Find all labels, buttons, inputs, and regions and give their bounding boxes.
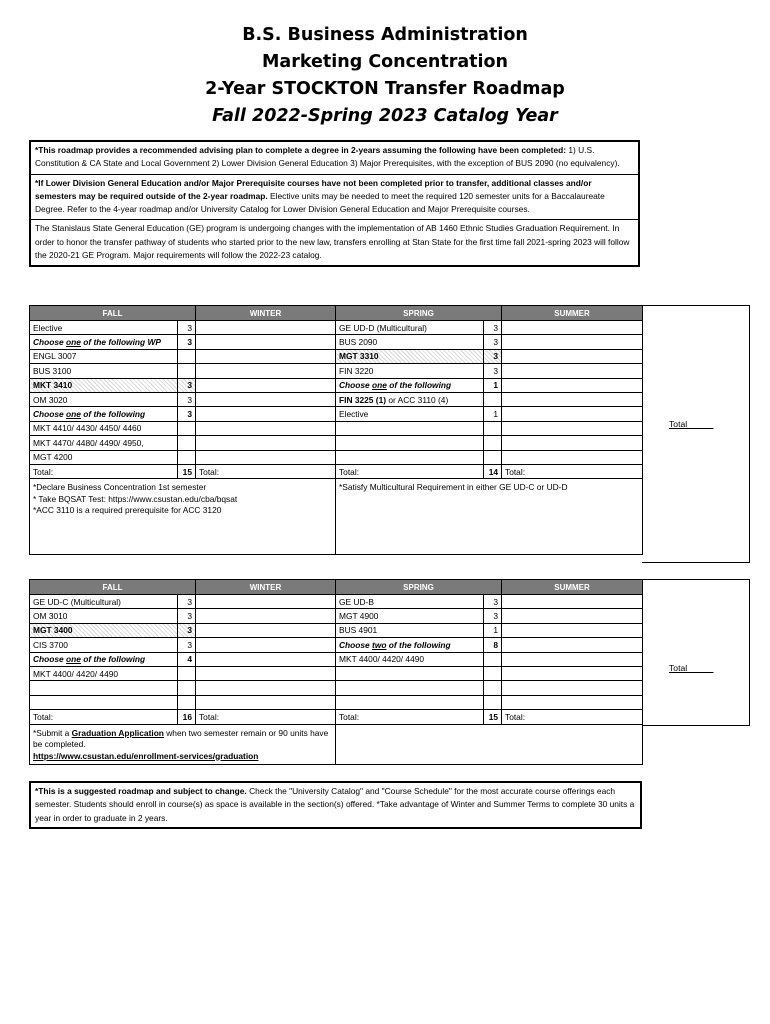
course-row [30, 392, 643, 406]
spring-units: 3 [484, 335, 502, 349]
fall-course: CIS 3700 [30, 638, 178, 652]
fall-course: MKT 3410 [30, 378, 178, 392]
fall-course: ENGL 3007 [30, 349, 178, 363]
fall-units: 4 [178, 652, 196, 666]
winter-total-label: Total: [196, 464, 336, 478]
winter-course [196, 421, 336, 435]
fall-units [178, 436, 196, 450]
intro-notes [29, 140, 640, 267]
winter-course [196, 666, 336, 680]
summer-course [502, 407, 643, 421]
fall-units [178, 681, 196, 695]
winter-course [196, 595, 336, 609]
spring-units: 1 [484, 378, 502, 392]
fall-units [178, 695, 196, 709]
note-prereqs-bold: *This roadmap provides a recommended advising plan to complete a degree in 2-years assuming the following have been completed: [35, 145, 567, 155]
winter-course [196, 623, 336, 637]
course-row [30, 321, 643, 335]
note-lower-division [31, 175, 638, 221]
spring-course: FIN 3225 (1) or ACC 3110 (4) [336, 392, 484, 406]
year1-notes-row [30, 479, 643, 555]
spring-total-label: Total: [336, 464, 484, 478]
spring-course [336, 666, 484, 680]
disclaimer-bold: *This is a suggested roadmap and subject to change. [35, 786, 247, 796]
graduation-application-link[interactable]: Graduation Application [71, 727, 164, 738]
year2-summer-box [642, 579, 750, 726]
summer-total-label: Total: [502, 710, 643, 724]
fall-units: 3 [178, 378, 196, 392]
year1-spring-note: *Satisfy Multicultural Requirement in either GE UD-C or UD-D [336, 479, 643, 555]
spring-course: MKT 4400/ 4420/ 4490 [336, 652, 484, 666]
year2-header-row [30, 580, 643, 595]
spring-course: GE UD-D (Multicultural) [336, 321, 484, 335]
summer-course [502, 652, 643, 666]
fall-units: 3 [178, 595, 196, 609]
winter-course [196, 407, 336, 421]
winter-header: WINTER [196, 580, 336, 595]
year2-summer-total: Total _____ [669, 663, 714, 673]
year2-table [29, 579, 643, 765]
fall-course: Choose one of the following [30, 407, 178, 421]
fall-units [178, 450, 196, 464]
spring-units: 8 [484, 638, 502, 652]
spring-units [484, 666, 502, 680]
spring-units: 3 [484, 609, 502, 623]
bottom-disclaimer [29, 781, 642, 829]
summer-course [502, 623, 643, 637]
roadmap-title: 2-Year STOCKTON Transfer Roadmap [205, 79, 565, 99]
fall-course: OM 3020 [30, 392, 178, 406]
course-row [30, 595, 643, 609]
winter-course [196, 392, 336, 406]
fall-units: 3 [178, 321, 196, 335]
spring-course: MGT 4900 [336, 609, 484, 623]
winter-header: WINTER [196, 306, 336, 321]
course-row [30, 335, 643, 349]
fall-course: MGT 3400 [30, 623, 178, 637]
spring-course [336, 695, 484, 709]
fall-units: 3 [178, 623, 196, 637]
course-row [30, 695, 643, 709]
summer-course [502, 681, 643, 695]
course-row [30, 436, 643, 450]
winter-course [196, 436, 336, 450]
year1-summer-total: Total _____ [669, 419, 714, 429]
fall-units [178, 666, 196, 680]
title-block [0, 22, 770, 130]
spring-header: SPRING [336, 306, 502, 321]
spring-course [336, 421, 484, 435]
fall-course: OM 3010 [30, 609, 178, 623]
fall-units: 3 [178, 638, 196, 652]
summer-course [502, 595, 643, 609]
spring-units [484, 392, 502, 406]
course-row [30, 666, 643, 680]
winter-course [196, 450, 336, 464]
course-row [30, 623, 643, 637]
summer-course [502, 638, 643, 652]
disclaimer-text: Check the "University Catalog" and "Course Schedule" for the most accurate course offerings each semester. Students should enroll in course(s) as space is available in the section(s) offered. *Take advantage of Winter and Summer Terms to complete 30 units a year in order to graduate in 2 years. [35, 786, 635, 823]
fall-course: Choose one of the following [30, 652, 178, 666]
course-row [30, 638, 643, 652]
spring-course: Elective [336, 407, 484, 421]
year1-fall-note: *Declare Business Concentration 1st semester * Take BQSAT Test: https://www.csustan.edu/cba/bqsat *ACC 3110 is a required prerequisite for ACC 3120 [30, 479, 336, 555]
course-row [30, 681, 643, 695]
summer-header: SUMMER [502, 306, 643, 321]
fall-course: Choose one of the following WP [30, 335, 178, 349]
winter-course [196, 609, 336, 623]
winter-course [196, 364, 336, 378]
fall-course: BUS 3100 [30, 364, 178, 378]
year1-table [29, 305, 643, 555]
spring-course: BUS 4901 [336, 623, 484, 637]
spring-units: 3 [484, 349, 502, 363]
note-lower-division-bold: *If Lower Division General Education and/or Major Prerequisite courses have not been completed prior to transfer, additional classes and/or semesters may be required outside of the 2-year roadmap. [35, 177, 592, 201]
fall-units: 3 [178, 407, 196, 421]
year2-fall-note [30, 724, 336, 764]
fall-units [178, 364, 196, 378]
spring-course: Choose two of the following [336, 638, 484, 652]
summer-course [502, 335, 643, 349]
spring-units [484, 421, 502, 435]
spring-course [336, 450, 484, 464]
winter-course [196, 378, 336, 392]
winter-course [196, 349, 336, 363]
fall-total-label: Total: [30, 710, 178, 724]
year1-total-row [30, 464, 643, 478]
winter-course [196, 652, 336, 666]
fall-total-value: 16 [178, 710, 196, 724]
spring-course: BUS 2090 [336, 335, 484, 349]
course-row [30, 609, 643, 623]
spring-total-value: 14 [484, 464, 502, 478]
spring-course: Choose one of the following [336, 378, 484, 392]
year1-header-row [30, 306, 643, 321]
spring-header: SPRING [336, 580, 502, 595]
year2-spring-note [336, 724, 643, 764]
fall-course: Elective [30, 321, 178, 335]
spring-course [336, 681, 484, 695]
fall-course: MGT 4200 [30, 450, 178, 464]
spring-units: 3 [484, 364, 502, 378]
spring-course [336, 436, 484, 450]
summer-course [502, 666, 643, 680]
summer-total-label: Total: [502, 464, 643, 478]
note-ge-program: The Stanislaus State General Education (GE) program is undergoing changes with the implementation of AB 1460 Ethnic Studies Graduation Requirement. In order to honor the transfer pathway of students who started prior to the new law, transfers enrolling at Stan State for the first time fall 2021-spring 2023 will follow the 2020-21 GE Program. Major requirements will follow the 2022-23 catalog. [35, 223, 630, 261]
spring-course: MGT 3310 [336, 349, 484, 363]
fall-course: MKT 4410/ 4430/ 4450/ 4460 [30, 421, 178, 435]
summer-course [502, 695, 643, 709]
course-row [30, 652, 643, 666]
summer-course [502, 364, 643, 378]
year2-total-row [30, 710, 643, 724]
winter-course [196, 321, 336, 335]
winter-course [196, 695, 336, 709]
catalog-year-title: Fall 2022-Spring 2023 Catalog Year [212, 106, 558, 126]
year2-notes-row [30, 724, 643, 764]
spring-units [484, 436, 502, 450]
note-lower-division-text: Elective units may be needed to meet the required 120 semester units for a Baccalaureate Degree. Refer to the 4-year roadmap and/or University Catalog for Lower Division General Education and Major Prerequisite courses. [35, 190, 605, 215]
winter-course [196, 335, 336, 349]
spring-course: GE UD-B [336, 595, 484, 609]
spring-units: 3 [484, 321, 502, 335]
spring-course: FIN 3220 [336, 364, 484, 378]
course-row [30, 349, 643, 363]
spring-units [484, 450, 502, 464]
grad-note-prefix: *Submit a [33, 727, 72, 738]
note-prereqs [31, 142, 638, 175]
fall-units: 3 [178, 609, 196, 623]
summer-course [502, 321, 643, 335]
summer-course [502, 421, 643, 435]
graduation-url-link[interactable]: https://www.csustan.edu/enrollment-services/graduation [33, 750, 259, 761]
spring-units [484, 681, 502, 695]
summer-course [502, 349, 643, 363]
course-row [30, 407, 643, 421]
fall-header: FALL [30, 306, 196, 321]
note-prereqs-text: 1) U.S. Constitution & CA State and Local Government 2) Lower Division General Education 3) Major Prerequisites, with the exception of BUS 2090 (no equivalency). [35, 145, 620, 169]
summer-header: SUMMER [502, 580, 643, 595]
spring-total-value: 15 [484, 710, 502, 724]
fall-header: FALL [30, 580, 196, 595]
spring-units: 1 [484, 623, 502, 637]
spring-units [484, 652, 502, 666]
spring-units [484, 695, 502, 709]
winter-course [196, 638, 336, 652]
fall-course [30, 695, 178, 709]
spring-units: 1 [484, 407, 502, 421]
fall-units: 3 [178, 392, 196, 406]
course-row [30, 378, 643, 392]
fall-units: 3 [178, 335, 196, 349]
summer-course [502, 378, 643, 392]
summer-course [502, 450, 643, 464]
fall-total-label: Total: [30, 464, 178, 478]
spring-total-label: Total: [336, 710, 484, 724]
spring-units: 3 [484, 595, 502, 609]
summer-course [502, 609, 643, 623]
program-title: B.S. Business Administration [242, 25, 528, 45]
fall-total-value: 15 [178, 464, 196, 478]
year1-summer-box [642, 305, 750, 563]
winter-total-label: Total: [196, 710, 336, 724]
fall-units [178, 421, 196, 435]
fall-course: GE UD-C (Multicultural) [30, 595, 178, 609]
course-row [30, 450, 643, 464]
fall-units [178, 349, 196, 363]
grad-note-suffix: when two semester remain or 90 units have be completed. [33, 727, 329, 750]
course-row [30, 364, 643, 378]
fall-course: MKT 4400/ 4420/ 4490 [30, 666, 178, 680]
summer-course [502, 436, 643, 450]
summer-course [502, 392, 643, 406]
fall-course [30, 681, 178, 695]
concentration-title: Marketing Concentration [261, 52, 508, 72]
winter-course [196, 681, 336, 695]
fall-course: MKT 4470/ 4480/ 4490/ 4950, [30, 436, 178, 450]
course-row [30, 421, 643, 435]
